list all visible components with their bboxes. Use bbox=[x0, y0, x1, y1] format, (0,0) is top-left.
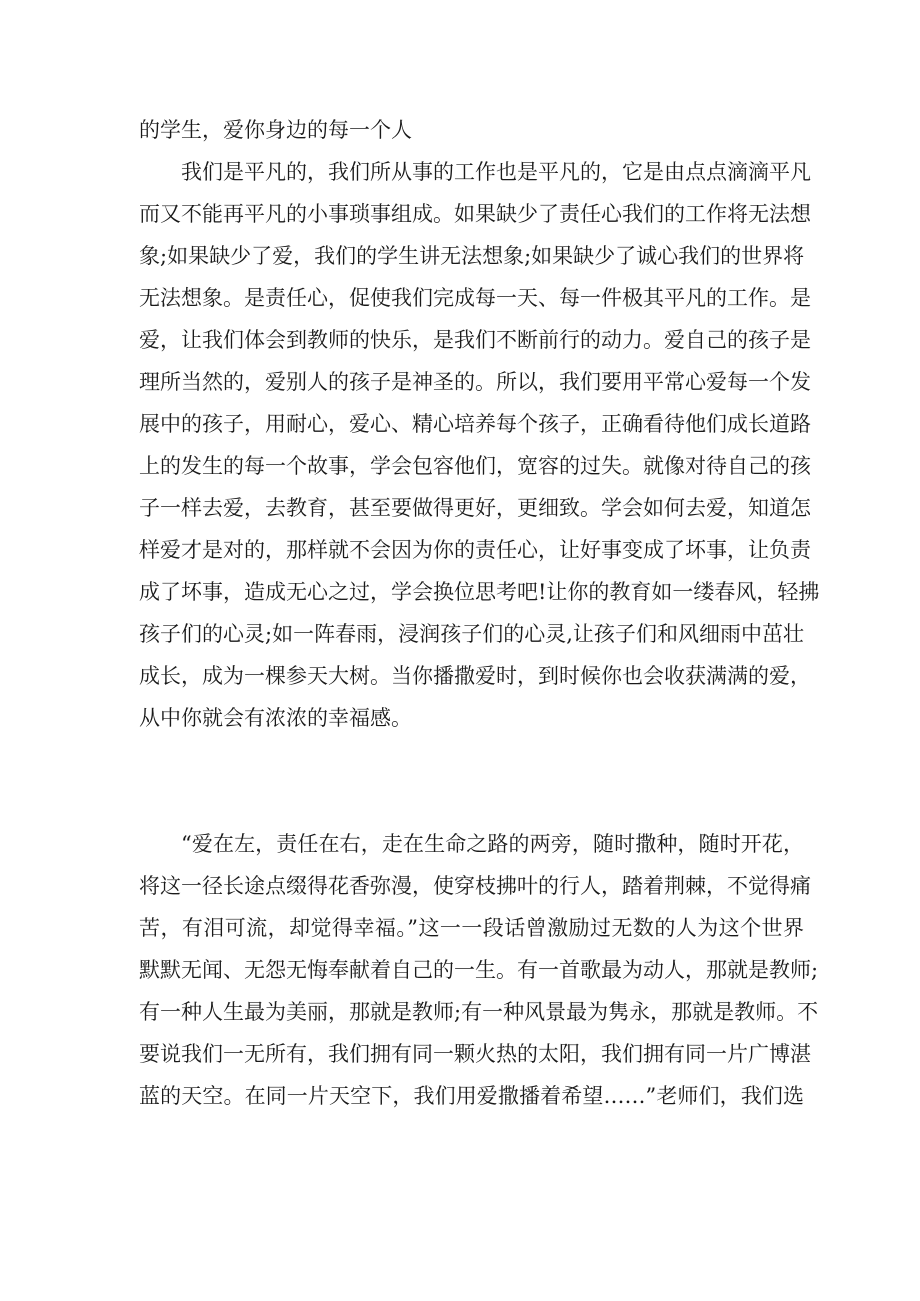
text-line: 有一种人生最为美丽，那就是教师;有一种风景最为隽永，那就是教师。不 bbox=[139, 1000, 819, 1024]
text-line: 蓝的天空。在同一片天空下，我们用爱撒播着希望……”老师们，我们选 bbox=[139, 1084, 804, 1108]
text-line: 从中你就会有浓浓的幸福感。 bbox=[139, 706, 412, 730]
text-line: 上的发生的每一个故事，学会包容他们，宽容的过失。就像对待自己的孩 bbox=[139, 454, 811, 478]
text-line: “爱在左，责任在右，走在生命之路的两旁，随时撒种，随时开花， bbox=[181, 832, 804, 856]
paragraph-1 bbox=[139, 151, 820, 739]
text-line: 孩子们的心灵;如一阵春雨，浸润孩子们的心灵,让孩子们和风细雨中茁壮 bbox=[139, 622, 804, 646]
text-line: 理所当然的，爱别人的孩子是神圣的。所以，我们要用平常心爱每一个发 bbox=[139, 370, 811, 394]
text-line: 样爱才是对的，那样就不会因为你的责任心，让好事变成了坏事，让负责 bbox=[139, 538, 811, 562]
text-line: 默默无闻、无怨无悔奉献着自己的一生。有一首歌最为动人，那就是教师; bbox=[139, 958, 819, 982]
text-line: 展中的孩子，用耐心，爱心、精心培养每个孩子，正确看待他们成长道路 bbox=[139, 412, 811, 436]
paragraph-continued bbox=[139, 109, 804, 151]
text-line: 的学生，爱你身边的每一个人 bbox=[139, 118, 412, 142]
text-line: 成长，成为一棵参天大树。当你播撒爱时，到时候你也会收获满满的爱， bbox=[139, 664, 811, 688]
text-line: 爱，让我们体会到教师的快乐，是我们不断前行的动力。爱自己的孩子是 bbox=[139, 328, 811, 352]
text-line: 而又不能再平凡的小事琐事组成。如果缺少了责任心我们的工作将无法想 bbox=[139, 202, 811, 226]
text-line: 我们是平凡的，我们所从事的工作也是平凡的，它是由点点滴滴平凡 bbox=[181, 160, 811, 184]
text-line: 要说我们一无所有，我们拥有同一颗火热的太阳，我们拥有同一片广博湛 bbox=[139, 1042, 811, 1066]
text-line: 无法想象。是责任心，促使我们完成每一天、每一件极其平凡的工作。是 bbox=[139, 286, 811, 310]
text-line: 将这一径长途点缀得花香弥漫，使穿枝拂叶的行人，踏着荆棘，不觉得痛 bbox=[139, 874, 811, 898]
paragraph-2 bbox=[139, 823, 819, 1117]
text-line: 子一样去爱，去教育，甚至要做得更好，更细致。学会如何去爱，知道怎 bbox=[139, 496, 811, 520]
text-line: 苦，有泪可流，却觉得幸福。”这一一段话曾激励过无数的人为这个世界 bbox=[139, 916, 804, 940]
text-line: 象;如果缺少了爱，我们的学生讲无法想象;如果缺少了诚心我们的世界将 bbox=[139, 244, 805, 268]
text-line: 成了坏事，造成无心之过，学会换位思考吧!让你的教育如一缕春风，轻拂 bbox=[139, 580, 820, 604]
